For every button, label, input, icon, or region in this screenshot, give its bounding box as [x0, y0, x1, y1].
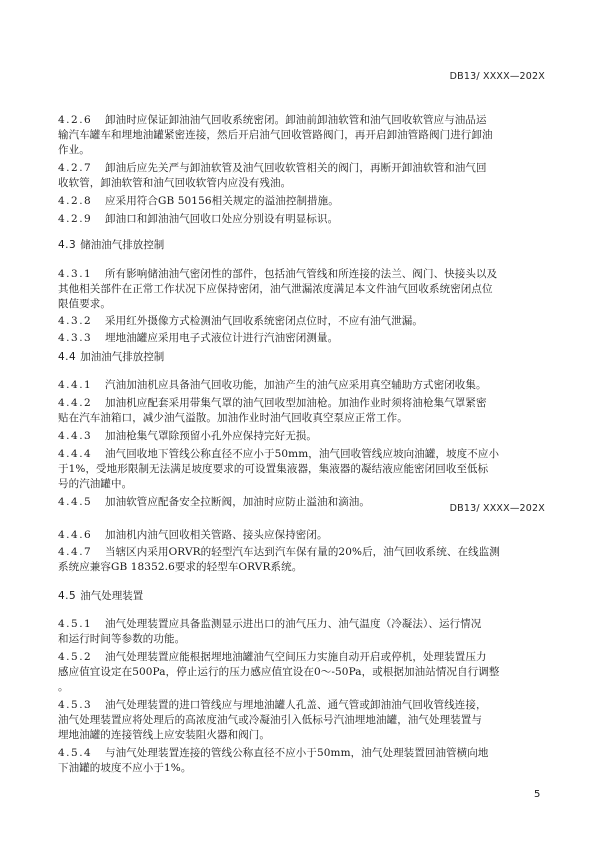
clause-text-line — [58, 378, 546, 393]
clause-4-5-1 — [58, 617, 546, 647]
clause-number: 4.5.3 — [58, 699, 93, 711]
clause-number: 4.2.6 — [58, 114, 93, 126]
clause-number: 4.4.2 — [58, 397, 93, 409]
clause-4-5-4 — [58, 746, 546, 776]
clause-text-line — [58, 212, 546, 227]
section-4-3-heading — [58, 238, 546, 253]
clause-text: 油气处理装置应将处理后的高浓度油气或冷凝油引入低标号汽油埋地油罐，油气处理装置与 — [58, 714, 482, 726]
clause-4-2-9 — [58, 212, 546, 227]
doc-header-code: DB13/ XXXX—202X — [449, 71, 545, 82]
clause-4-2-8 — [58, 194, 546, 209]
clause-number: 4.3.2 — [58, 315, 93, 327]
clause-4-4-2 — [58, 396, 546, 426]
clause-text-line — [58, 713, 546, 728]
clause-4-4-1 — [58, 378, 546, 393]
clause-4-4-6 — [58, 528, 546, 543]
clause-text-line — [58, 650, 546, 665]
clause-text: 埋地油罐应采用电子式液位计进行汽油密闭测量。 — [105, 332, 339, 344]
clause-text-line — [58, 128, 546, 143]
clause-text-line — [58, 396, 546, 411]
clause-text: 当辖区内采用ORVR的轻型汽车达到汽车保有量的20%后，油气回收系统、在线监测 — [105, 546, 500, 558]
clause-text: 加油软管应配备安全拉断阀，加油时应防止溢油和滴油。 — [105, 496, 370, 508]
clause-text: 油气回收地下管线公称直径不应小于50mm，油气回收管线应坡向油罐，坡度不应小 — [105, 448, 500, 460]
clause-text-line — [58, 267, 546, 282]
clause-number: 4.4.4 — [58, 448, 93, 460]
clause-text-line — [58, 560, 546, 575]
clause-text: 汽油加油机应具备油气回收功能，加油产生的油气应采用真空辅助方式密闭收集。 — [105, 379, 487, 391]
section-4-5-heading — [58, 589, 546, 604]
section-number: 4.5 — [58, 590, 77, 602]
clause-number: 4.2.9 — [58, 213, 93, 225]
clause-text: 加油机应配套采用带集气罩的油气回收型加油枪。加油作业时须将油枪集气罩紧密 — [105, 397, 487, 409]
clause-text: 号的汽油罐中。 — [58, 478, 133, 490]
clause-text: 其他相关部件在正常工作状况下应保持密闭，油气泄漏浓度满足本文件油气回收系统密闭点位 — [58, 283, 493, 295]
clause-text: 卸油后应先关严与卸油软管及油气回收软管相关的阀门，再断开卸油软管和油气回 — [105, 162, 487, 174]
clause-text: 限值要求。 — [58, 298, 111, 310]
clause-text: 输汽车罐车和埋地油罐紧密连接，然后开启油气回收管路阀门，再开启卸油管路阀门进行卸油 — [58, 129, 493, 141]
clause-4-5-3 — [58, 698, 546, 743]
clause-text-line — [58, 728, 546, 743]
clause-4-4-7 — [58, 545, 546, 575]
clause-text: 油气处理装置的进口管线应与埋地油罐人孔盖、通气管或卸油油气回收管线连接， — [105, 699, 487, 711]
clause-text-line — [58, 761, 546, 776]
clause-text-line — [58, 161, 546, 176]
clause-text: 应采用符合GB 50156相关规定的溢油控制措施。 — [105, 195, 339, 207]
clause-text: 卸油口和卸油油气回收口处应分别设有明显标识。 — [105, 213, 339, 225]
clause-4-3-3 — [58, 331, 546, 346]
page-number: 5 — [534, 789, 541, 800]
clause-4-5-2 — [58, 650, 546, 695]
clause-number: 4.4.5 — [58, 496, 93, 508]
clause-text-line — [58, 143, 546, 158]
clause-text-line — [58, 314, 546, 329]
clause-text: 贴在汽车油箱口，减少油气溢散。加油作业时油气回收真空泵应正常工作。 — [58, 412, 408, 424]
clause-text: 收软管，卸油软管和油气回收软管内应没有残油。 — [58, 177, 292, 189]
clause-number: 4.5.1 — [58, 618, 93, 630]
clause-text-line — [58, 113, 546, 128]
clause-text-line — [58, 297, 546, 312]
section-number: 4.4 — [58, 351, 77, 363]
clause-text: 下油罐的坡度不应小于1%。 — [58, 762, 192, 774]
clause-number: 4.4.1 — [58, 379, 93, 391]
clause-text-line — [58, 528, 546, 543]
clause-text-line — [58, 746, 546, 761]
clause-text: 所有影响储油油气密闭性的部件，包括油气管线和所连接的法兰、阀门、快接头以及 — [105, 268, 498, 280]
section-title: 油气处理装置 — [80, 590, 144, 602]
clause-text-line — [58, 665, 546, 680]
clause-4-3-2 — [58, 314, 546, 329]
clause-number: 4.5.2 — [58, 651, 93, 663]
clause-text: 。 — [58, 681, 69, 693]
clause-text-line — [58, 176, 546, 191]
clause-text: 埋地油罐的连接管线上应安装阻火器和阀门。 — [58, 729, 270, 741]
clause-number: 4.2.7 — [58, 162, 93, 174]
clause-number: 4.3.3 — [58, 332, 93, 344]
clause-number: 4.5.4 — [58, 747, 93, 759]
section-4-4-heading — [58, 350, 546, 365]
clause-text-line — [58, 632, 546, 647]
clause-number: 4.4.7 — [58, 546, 93, 558]
clause-text-line — [58, 477, 546, 492]
doc-header-code-repeat: DB13/ XXXX—202X — [449, 503, 545, 514]
clause-4-3-1 — [58, 267, 546, 312]
clause-text-line — [58, 194, 546, 209]
clause-text-line — [58, 680, 546, 695]
clause-text: 卸油时应保证卸油油气回收系统密闭。卸油前卸油软管和油气回收软管应与油品运 — [105, 114, 487, 126]
section-number: 4.3 — [58, 239, 77, 251]
clause-text: 油气处理装置应能根据埋地油罐油气空间压力实施自动开启或停机，处理装置压力 — [105, 651, 487, 663]
clause-text: 系统应兼容GB 18352.6要求的轻型车ORVR系统。 — [58, 561, 303, 573]
clause-text: 加油枪集气罩除预留小孔外应保持完好无损。 — [105, 430, 317, 442]
clause-text-line — [58, 411, 546, 426]
section-title: 加油油气排放控制 — [80, 351, 165, 363]
clause-text: 加油机内油气回收相关管路、接头应保持密闭。 — [105, 529, 328, 541]
clause-text-line — [58, 429, 546, 444]
clause-number: 4.4.3 — [58, 430, 93, 442]
clause-text: 和运行时间等参数的功能。 — [58, 633, 186, 645]
clause-text-line — [58, 462, 546, 477]
clause-text-line — [58, 617, 546, 632]
clause-number: 4.4.6 — [58, 529, 93, 541]
section-title: 储油油气排放控制 — [80, 239, 165, 251]
clause-text-line — [58, 331, 546, 346]
block-4-3 — [58, 267, 546, 346]
clause-number: 4.3.1 — [58, 268, 93, 280]
clause-text: 采用红外摄像方式检测油气回收系统密闭点位时，不应有油气泄漏。 — [105, 315, 423, 327]
clause-4-2-6 — [58, 113, 546, 158]
clause-text-line — [58, 698, 546, 713]
block-4-5 — [58, 617, 546, 776]
clause-4-4-3 — [58, 429, 546, 444]
clause-text: 与油气处理装置连接的管线公称直径不应小于50mm，油气处理装置回油管横向地 — [105, 747, 489, 759]
block-4-4-continued — [58, 528, 546, 575]
block-4-2-6-to-4-2-9 — [58, 113, 546, 227]
clause-number: 4.2.8 — [58, 195, 93, 207]
clause-text: 于1%，受地形限制无法满足坡度要求的可设置集液器，集液器的凝结液应能密闭回收至低标 — [58, 463, 489, 475]
clause-text: 油气处理装置应具备监测显示进出口的油气压力、油气温度（冷凝法）、运行情况 — [105, 618, 482, 630]
clause-4-4-4 — [58, 447, 546, 492]
clause-text-line — [58, 447, 546, 462]
clause-4-2-7 — [58, 161, 546, 191]
clause-text-line — [58, 282, 546, 297]
block-4-4 — [58, 378, 546, 510]
clause-text: 感应值宜设定在500Pa，停止运行的压力感应值宜设在0～-50Pa，或根据加油站情况自行调整 — [58, 666, 500, 678]
clause-text: 作业。 — [58, 144, 90, 156]
clause-text-line — [58, 545, 546, 560]
